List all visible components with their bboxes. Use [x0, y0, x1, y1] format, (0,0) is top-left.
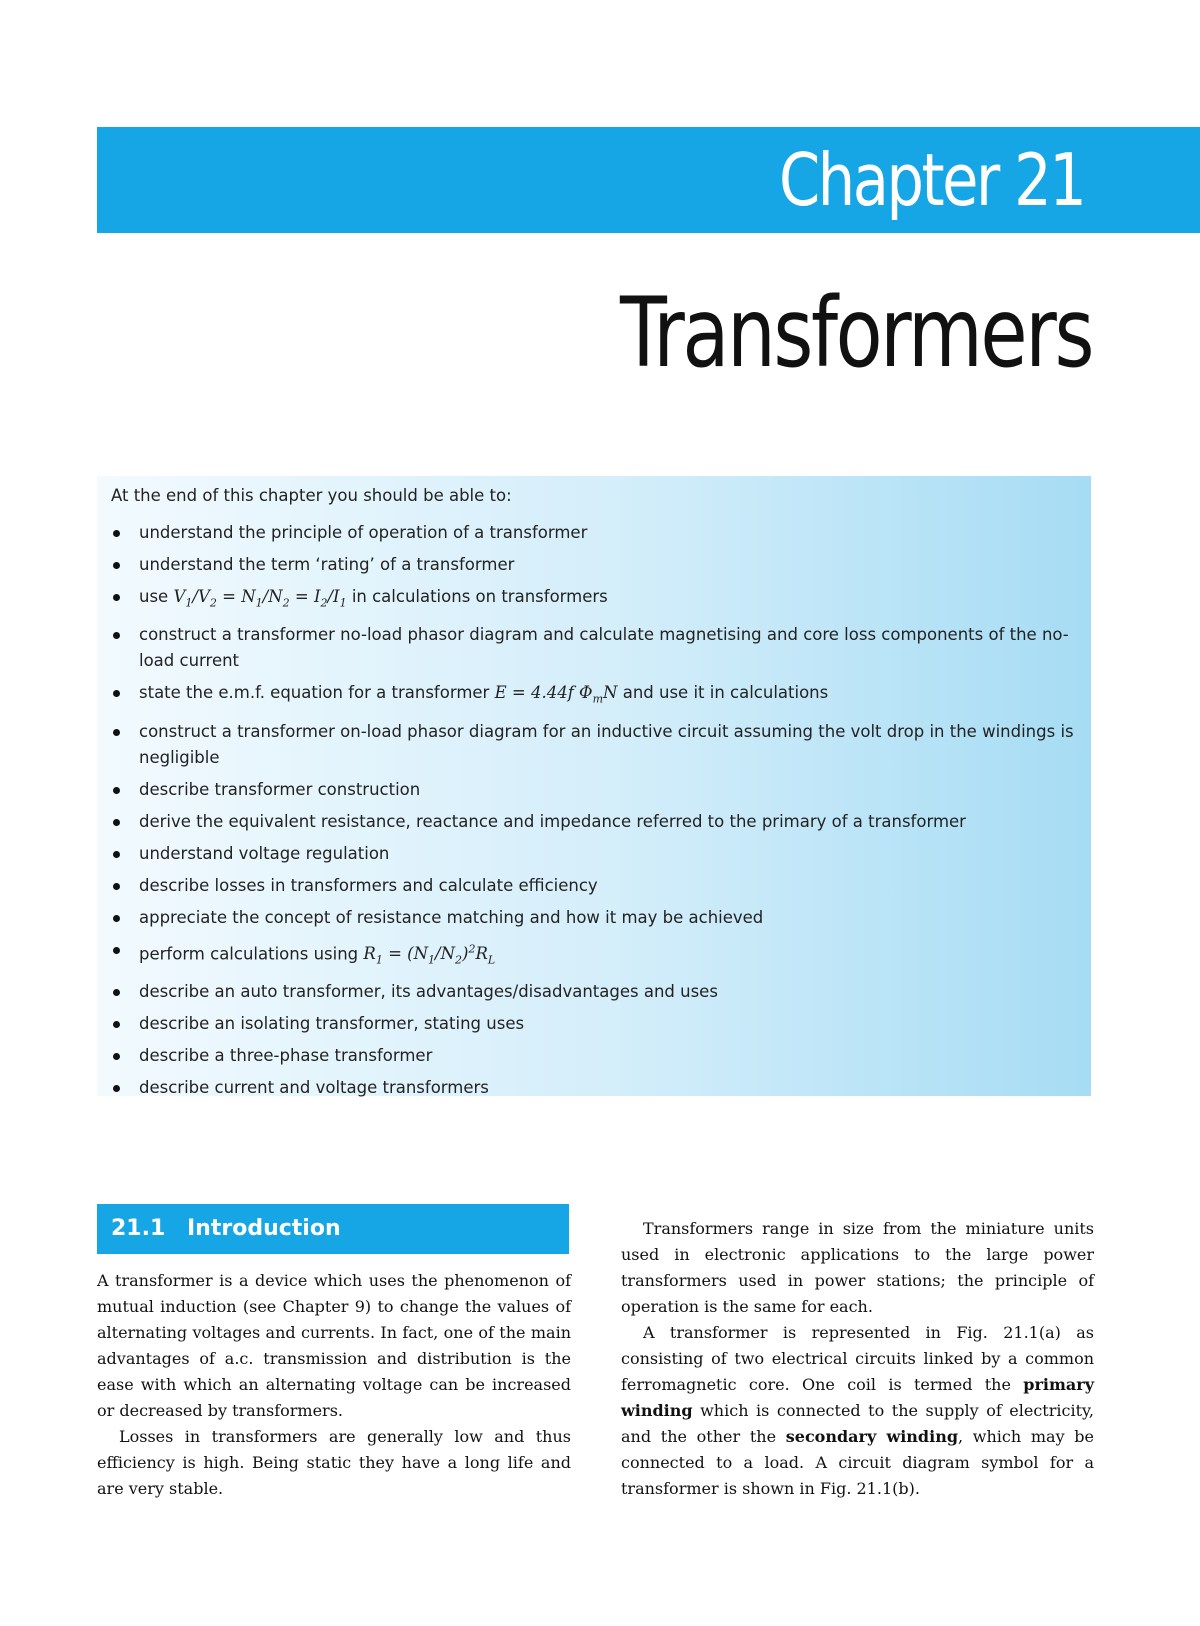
objective-item: appreciate the concept of resistance matching and how it may be achieved: [97, 905, 1091, 931]
objective-item: understand the term ‘rating’ of a transformer: [97, 552, 1091, 578]
objective-item: state the e.m.f. equation for a transformer E = 4.44f $\Phi_mN$ and use it in calculations: [97, 680, 1091, 712]
objective-item: understand voltage regulation: [97, 841, 1091, 867]
objective-item: understand the principle of operation of a transformer: [97, 520, 1091, 546]
objective-item: describe an auto transformer, its advantages/disadvantages and uses: [97, 979, 1091, 1005]
term-primary-winding: primary winding: [621, 1375, 1094, 1420]
bullet-icon: [113, 594, 120, 601]
objective-item: describe losses in transformers and calculate efficiency: [97, 873, 1091, 899]
paragraph: Losses in transformers are generally low and thus efficiency is high. Being static they have a long life and are very stable.: [97, 1427, 571, 1498]
section-number: 21.1: [111, 1216, 166, 1241]
section-title: Introduction: [187, 1216, 341, 1241]
objective-item: describe transformer construction: [97, 777, 1091, 803]
objective-item: construct a transformer on-load phasor diagram for an inductive circuit assuming the volt drop in the windings is negligible: [97, 719, 1091, 771]
bullet-icon: [113, 690, 120, 697]
turns-ratio-formula: $V_1/V_2 = N_1/N_2 = I_2/I_1$: [173, 587, 347, 610]
paragraph: Transformers range in size from the miniature units used in electronic applications to the large power transformers used in power stations; the principle of operation is the same for each.: [621, 1219, 1094, 1316]
bullet-icon: [113, 915, 120, 922]
chapter-label: Chapter 21: [778, 138, 1084, 222]
objectives-box: [97, 476, 1091, 1096]
bullet-icon: [113, 989, 120, 996]
bullet-icon: [113, 947, 120, 954]
bullet-icon: [113, 1085, 120, 1092]
bullet-icon: [113, 819, 120, 826]
bullet-icon: [113, 562, 120, 569]
objective-item: describe an isolating transformer, stating uses: [97, 1011, 1091, 1037]
section-heading-bar: [97, 1204, 569, 1254]
resistance-matching-formula: $R_1 = (N_1/N_2)^2R_L$: [363, 942, 496, 967]
bullet-icon: [113, 787, 120, 794]
bullet-icon: [113, 883, 120, 890]
objectives-intro: At the end of this chapter you should be able to:: [111, 486, 512, 505]
bullet-icon: [113, 1021, 120, 1028]
objective-item: perform calculations using $R_1 = (N_1/N_2)^2R_L$: [97, 937, 1091, 974]
objective-item: use $V_1/V_2 = N_1/N_2 = I_2/I_1$ in calculations on transformers: [97, 584, 1091, 616]
bullet-icon: [113, 851, 120, 858]
paragraph: A transformer is a device which uses the phenomenon of mutual induction (see Chapter 9) to change the values of alternating voltages and currents. In fact, one of the main advantages of a.c. transmission and distribution is the ease with which an alternating voltage can be increased or decreased by transformers.: [97, 1271, 571, 1420]
bullet-icon: [113, 729, 120, 736]
objective-item: describe current and voltage transformers: [97, 1075, 1091, 1101]
left-column: [97, 1268, 571, 1502]
paragraph: A transformer is represented in Fig. 21.1(a) as consisting of two electrical circuits linked by a common ferromagnetic core. One coil is termed the primary winding which is connected to the supply of electricity, and the other the secondary winding, which may be connected to a load. A circuit diagram symbol for a transformer is shown in Fig. 21.1(b).: [621, 1323, 1095, 1498]
term-secondary-winding: secondary winding: [785, 1427, 959, 1446]
chapter-title: Transformers: [619, 277, 1092, 389]
objectives-list: [97, 520, 1091, 1107]
objective-item: derive the equivalent resistance, reactance and impedance referred to the primary of a transformer: [97, 809, 1091, 835]
bullet-icon: [113, 632, 120, 639]
objective-item: construct a transformer no-load phasor diagram and calculate magnetising and core loss components of the no-load current: [97, 622, 1091, 674]
bullet-icon: [113, 530, 120, 537]
right-column: [621, 1216, 1094, 1502]
bullet-icon: [113, 1053, 120, 1060]
emf-formula: E = 4.44f $\Phi_mN$: [494, 683, 618, 706]
objective-item: describe a three-phase transformer: [97, 1043, 1091, 1069]
